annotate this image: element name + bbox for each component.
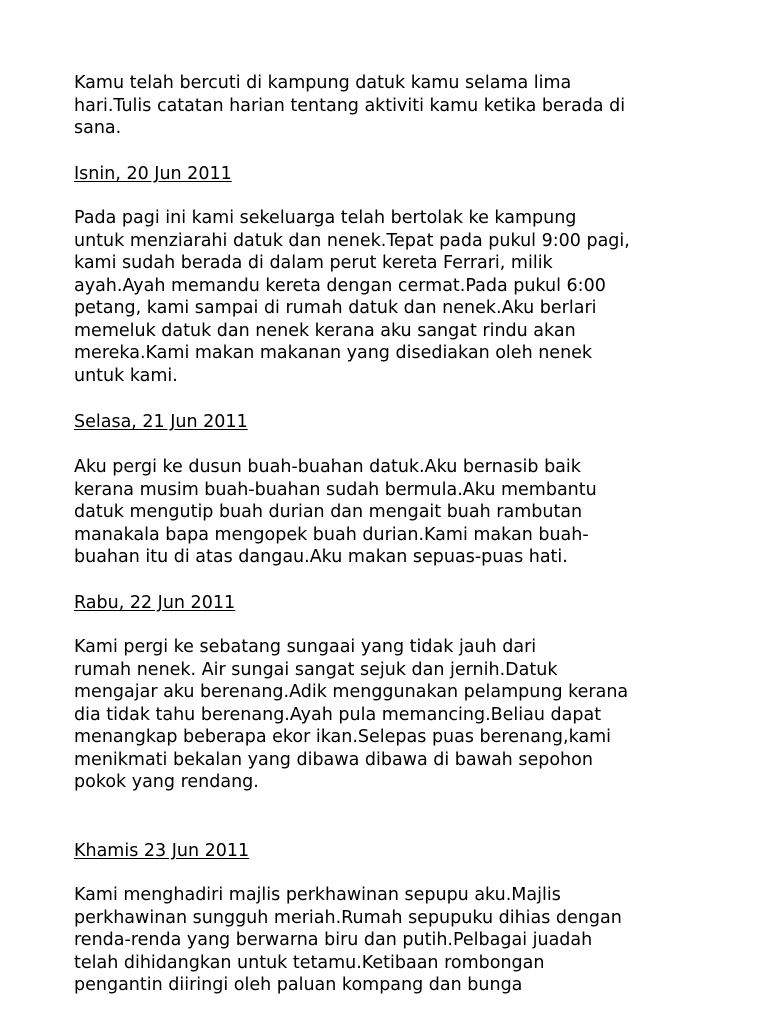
entry-body-wednesday: Kami pergi ke sebatang sungaai yang tidak jauh dari rumah nenek. Air sungai sangat sejuk dan jernih.Datuk mengajar aku berenang.Adik menggunakan pelampung kerana dia tidak tahu berenang.Ayah pula memancing.Beliau dapat menangkap beberapa ekor ikan.Selepas puas berenang,kami menikmati bekalan yang dibawa dibawa di bawah sepohon pokok yang rendang. bbox=[74, 637, 629, 792]
entry-body-thursday: Kami menghadiri majlis perkhawinan sepupu aku.Majlis perkhawinan sungguh meriah.Rumah sepupuku dihias dengan renda-renda yang berwarna biru dan putih.Pelbagai juadah telah dihidangkan untuk tetamu.Ketibaan rombongan pengantin diiringi oleh paluan kompang dan bunga bbox=[74, 885, 622, 995]
entry-date-monday: Isnin, 20 Jun 2011 bbox=[74, 164, 232, 184]
entry-date-wednesday: Rabu, 22 Jun 2011 bbox=[74, 593, 236, 613]
entry-date-tuesday: Selasa, 21 Jun 2011 bbox=[74, 412, 248, 432]
entry-body-tuesday: Aku pergi ke dusun buah-buahan datuk.Aku bernasib baik kerana musim buah-buahan sudah bermula.Aku membantu datuk mengutip buah durian dan mengait buah rambutan manakala bapa mengopek buah durian.Kami makan buah- buahan itu di atas dangau.Aku makan sepuas-puas hati. bbox=[74, 457, 597, 567]
assignment-prompt: Kamu telah bercuti di kampung datuk kamu selama lima hari.Tulis catatan harian tentang aktiviti kamu ketika berada di sana. bbox=[74, 73, 626, 138]
entry-body-monday: Pada pagi ini kami sekeluarga telah bertolak ke kampung untuk menziarahi datuk dan nenek.Tepat pada pukul 9:00 pagi, kami sudah berada di dalam perut kereta Ferrari, milik ayah.Ayah memandu kereta dengan cermat.Pada pukul 6:00 petang, kami sampai di rumah datuk dan nenek.Aku berlari memeluk datuk dan nenek kerana aku sangat rindu akan mereka.Kami makan makanan yang disediakan oleh nenek untuk kami. bbox=[74, 208, 630, 386]
entry-date-thursday: Khamis 23 Jun 2011 bbox=[74, 841, 250, 861]
